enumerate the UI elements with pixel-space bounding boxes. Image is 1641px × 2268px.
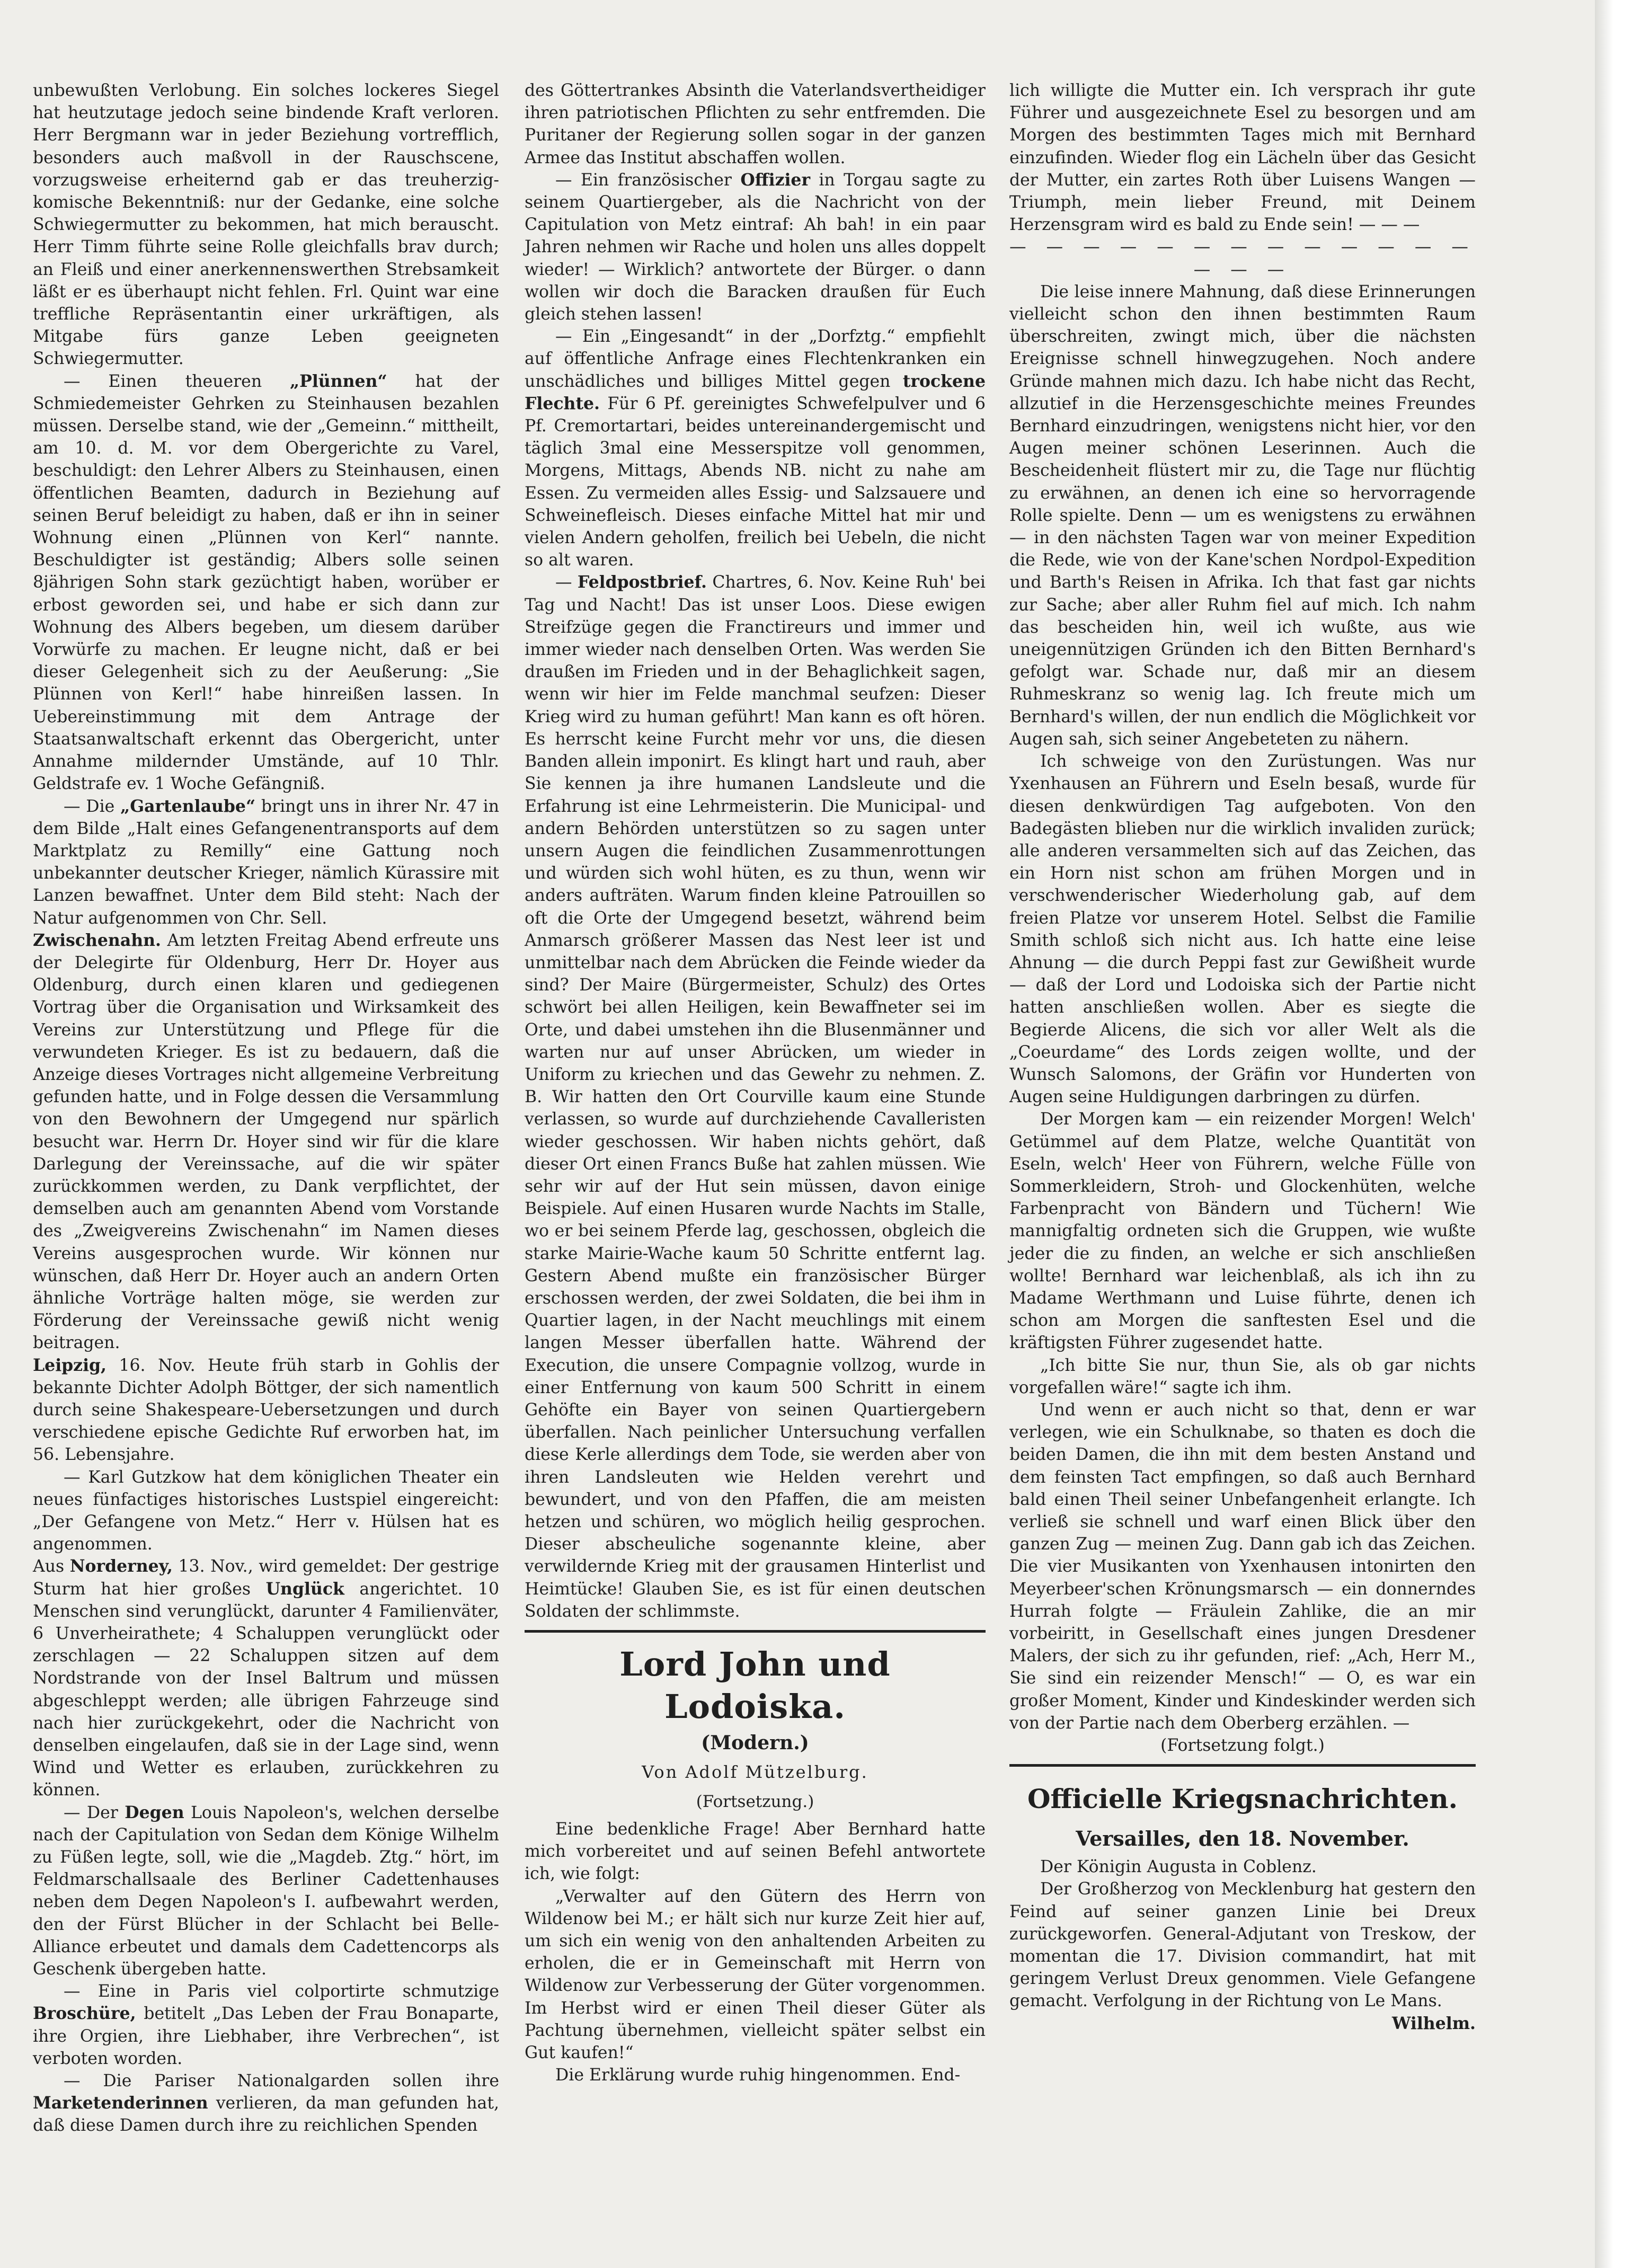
story-paragraph: Ich schweige von den Zurüstungen. Was nur Yxenhausen an Führern und Eseln besaß, wurde für diesen denkwürdigen Tag aufgeboten. Von den Badegästen blieben nur die wirklich invaliden zurück; alle anderen versammelten sich auf das Zeichen, das ein Horn nist schon am frühen Morgen und in verschwenderischer Wiederholung gab, auf dem freien Platze vor unserem Hotel. Selbst die Familie Smith schloß sich nicht aus. Ich hatte eine leise Ahnung — die durch Peppi fast zur Gewißheit wurde — daß der Lord und Lodoiska sich der Partie nicht hatten anschließen wollen. Aber es siegte die Begierde Alicens, die sich vor aller Welt als die „Coeurdame“ des Lords zeigen wollte, und der Wunsch Salomons, der Gräfin vor Hunderten von Augen seine Huldigungen darbringen zu dürfen. [1009,752,1476,1107]
story-paragraph: Eine bedenkliche Frage! Aber Bernhard hatte mich vorbereitet und auf seinen Befehl antwortete ich, wie folgt: [525,1820,986,1884]
story-to-be-continued: (Fortsetzung folgt.) [1160,1736,1325,1756]
article-norderney-keyword: Unglück [265,1579,344,1599]
article-gartenlaube-keyword: „Gartenlaube“ [120,796,256,816]
article-flechte-keyword: trockene Flechte. [525,371,986,413]
story-continuation-label: (Fortsetzung.) [696,1792,814,1812]
article-marketenderinnen-keyword: Marketenderinnen [33,2093,208,2113]
war-news-body: Der Großherzog von Mecklenburg hat gestern den Feind auf seiner ganzen Linie bei Dreux zurückgeworfen. General-Adjutant von Treskow, der momentan die 17. Division commandirt, hat mit geringem Verlust Dreux genommen. Viele Gefangene gemacht. Verfolgung in der Richtung von Le Mans. [1009,1880,1476,2011]
war-news-title: Officielle Kriegsnachrichten. [1027,1783,1458,1815]
article-gartenlaube: — Die „Gartenlaube“ bringt uns in ihrer Nr. 47 in dem Bilde „Halt eines Gefangenentransports auf dem Marktplatz zu Remilly“ eine Gattung noch unbekannter deutscher Krieger, nämlich Kürassire mit Lanzen bewaffnet. Unter dem Bild steht: Nach der Natur aufgenommen von Chr. Sell. [33,796,499,928]
article-pluennen: — Einen theueren „Plünnen“ hat der Schmiedemeister Gehrken zu Steinhausen bezahlen müssen. Derselbe stand, wie der „Gemeinn.“ mittheilt, am 10. d. M. vor dem Obergerichte zu Varel, beschuldigt: den Lehrer Albers zu Steinhausen, einen öffentlichen Beamten, dadurch in Beziehung auf seinen Beruf beleidigt zu haben, daß er ihn in seiner Wohnung einen „Plünnen von Kerl“ nannte. Beschuldigter ist geständig; Albers solle seinen 8jährigen Sohn stark gezüchtigt haben, worüber er erbost geworden sei, und habe er sich dann zur Wohnung des Albers begeben, um diesem darüber Vorwürfe zu machen. Er leugne nicht, daß er bei dieser Gelegenheit sich zu der Aeußerung: „Sie Plünnen von Kerl!“ habe hinreißen lassen. In Uebereinstimmung mit dem Antrage der Staatsanwaltschaft erkennt das Obergericht, unter Annahme mildernder Umstände, auf 10 Thlr. Geldstrafe ev. 1 Woche Gefängniß. [33,371,499,794]
article-theater-review: unbewußten Verlobung. Ein solches lockeres Siegel hat heutzutage jedoch seine bindende Kraft verloren. Herr Bergmann war in jeder Beziehung vortrefflich, besonders auch maßvoll in der Rauschscene, vorzugsweise erheiternd gab er das treuherzig-komische Bekenntniß: nur der Gedanke, eine solche Schwiegermutter zu bekommen, hat mich berauscht. Herr Timm führte seine Rolle gleichfalls brav durch; an Fleiß und einer anerkennenswerthen Strebsamkeit läßt er es überhaupt nicht fehlen. Frl. Quint war eine treffliche Repräsentantin einer urkräftigen, als Mitgabe fürs ganze Leben geeigneten Schwiegermutter. [33,81,499,369]
story-subtitle: (Modern.) [701,1732,809,1755]
column-middle [525,79,986,2086]
article-feldpostbrief-keyword: Feldpostbrief. [577,572,707,592]
dash-separator: — — — — — — — — — — — — — — — — [1009,237,1476,279]
column-left [33,79,499,2137]
article-zwischenahn-dateline: Zwischenahn. [33,930,162,950]
article-norderney-dateline: Norderney, [69,1556,173,1576]
article-broschuere-keyword: Broschüre, [33,2004,136,2024]
article-feldpostbrief: — Feldpostbrief. Chartres, 6. Nov. Keine Ruh' bei Tag und Nacht! Das ist unser Loos. Diese ewigen Streifzüge gegen die Franctireurs und immer und immer wieder nach denselben Orten. Was werden Sie draußen im Frieden und in der Behaglichkeit sagen, wenn wir hier im Felde manchmal seufzen: Dieser Krieg wird zu human geführt! Man kann es oft hören. Es herrscht keine Furcht mehr vor uns, die diesen Banden allein imponirt. Es klingt hart und rauh, aber Sie kennen ja ihre humanen Landsleute und die Erfahrung ist eine Lehrmeisterin. Die Municipal- und andern Behörden unterstützen so zu sagen unter unsern Augen die feindlichen Zusammenrottungen und würden sich wohl hüten, es zu thun, wenn wir anders aufträten. Warum finden kleine Patrouillen so oft die Orte der Umgegend besetzt, während beim Anmarsch größerer Massen das Nest leer ist und unmittelbar nach dem Abrücken die Feinde wieder da sind? Der Maire (Bürgermeister, Schulz) des Ortes schwört bei allen Heiligen, kein Bewaffneter sei im Orte, und dabei umstehen ihn die Blusenmänner und warten nur auf unser Abrücken, um wieder in Uniform zu kriechen und das Gewehr zu nehmen. Z. B. Wir hatten den Ort Courville kaum eine Stunde verlassen, so wurde auf durchziehende Cavalleristen wieder geschossen. Wir haben nichts gehört, daß dieser Ort einen Francs Buße hat zahlen müssen. Wie sehr wir auf der Hut sein müssen, davon einige Beispiele. Auf einen Husaren wurde Nachts im Stalle, wo er bei seinem Pferde lag, geschossen, obgleich die starke Mairie-Wache kaum 50 Schritte entfernt lag. Gestern Abend mußte ein französischer Bürger erschossen werden, der zwei Soldaten, die bei ihm in Quartier lagen, in der Nacht meuchlings mit einem langen Messer überfallen hatte. Während der Execution, die unsere Compagnie vollzog, wurde in einer Entfernung von kaum 500 Schritt in einem Gehöfte ein Bayer von seinen Quartiergebern überfallen. Nach peinlicher Untersuchung verfallen diese Kerle allerdings dem Tode, sie werden aber von ihren Landsleuten wie Helden verehrt und bewundert, und von den Pfaffen, die am meisten hetzen und schüren, wo möglich heilig gesprochen. Dieser abscheuliche sogenannte kleine, aber verwildernde Krieg mit der grausamen Hinterlist und Heimtücke! Glauben Sie, es ist für einen deutschen Soldaten der schlimmste. [525,572,986,1621]
section-divider [525,1630,986,1633]
story-paragraph: Die leise innere Mahnung, daß diese Erinnerungen vielleicht schon den ihnen bestimmten Raum überschreiten, zwingt mich, über die nächsten Ereignisse schnell hinwegzugehen. Noch andere Gründe mahnen mich dazu. Ich habe nicht das Recht, allzutief in die Herzensgeschichte meines Freundes Bernhard einzudringen, wenigstens nicht hier, vor den Augen meiner schönen Leserinnen. Auch die Bescheidenheit flüstert mir zu, die Tage nur flüchtig zu erwähnen, an denen ich eine so hervorragende Rolle spielte. Denn — um es wenigstens zu erwähnen — in den nächsten Tagen war von meiner Expedition die Rede, wie von der Kane'schen Nordpol-Expedition und Barth's Reisen in Afrika. Ich that fast gar nichts zur Sache; aber aller Ruhm fiel auf mich. Ich nahm das bescheiden hin, weil ich wußte, aus wie uneigennützigen Gründen ich den Bitten Bernhard's gefolgt war. Schade nur, daß mir an diesem Ruhmeskranz so wenig lag. Ich freute mich um Bernhard's willen, der nun endlich die Möglichkeit vor Augen sah, sich seiner Angebeteten zu nähern. [1009,282,1476,749]
page-edge [1595,0,1641,2268]
story-title: Lord John und Lodoiska. [619,1645,891,1726]
article-degen-keyword: Degen [125,1802,184,1822]
story-author: Von Adolf Mützelburg. [642,1762,868,1783]
article-broschuere: — Eine in Paris viel colportirte schmutzige Broschüre, betitelt „Das Leben der Frau Bonaparte, ihre Orgien, ihre Liebhaber, ihre Verbrechen“, ist verboten worden. [33,1982,499,2068]
war-news-signature: Wilhelm. [1392,2013,1476,2033]
war-news-addressee: Der Königin Augusta in Coblenz. [1040,1857,1317,1877]
article-gutzkow: — Karl Gutzkow hat dem königlichen Theater ein neues fünfactiges historisches Lustspiel eingereicht: „Der Gefangene von Metz.“ Herr v. Hülsen hat es angenommen. [33,1467,499,1554]
article-pluennen-keyword: „Plünnen“ [290,371,387,391]
article-flechte: — Ein „Eingesandt“ in der „Dorfztg.“ empfiehlt auf öffentliche Anfrage eines Flechtenkranken ein unschädliches und billiges Mittel gegen trockene Flechte. Für 6 Pf. gereinigtes Schwefelpulver und 6 Pf. Cremortartari, beides untereinandergemischt und täglich 3mal eine Messerspitze voll genommen, Morgens, Mittags, Abends NB. nicht zu nahe am Essen. Zu vermeiden alles Essig- und Salzsauere und Schweinefleisch. Dieses einfache Mittel hat mir und vielen Andern geholfen, freilich bei Uebeln, die nicht so alt waren. [525,327,986,570]
column-right [1009,79,1476,2035]
story-paragraph: lich willigte die Mutter ein. Ich versprach ihr gute Führer und ausgezeichnete Esel zu besorgen und am Morgen des bestimmten Tages mich mit Bernhard einzufinden. Wieder flog ein Lächeln über das Gesicht der Mutter, ein zartes Roth über Luisens Wangen — Triumph, mein lieber Freund, mit Deinem Herzensgram wird es bald zu Ende sein! — — — [1009,81,1476,235]
article-offizier: — Ein französischer Offizier in Torgau sagte zu seinem Quartiergeber, als die Nachricht von der Capitulation von Metz eintraf: Ah bah! in ein paar Jahren nehmen wir Rache und holen uns alles doppelt wieder! — Wirklich? antwortete der Bürger. o dann wollen wir doch die Baracken draußen für Euch gleich stehen lassen! [525,170,986,324]
story-paragraph: „Ich bitte Sie nur, thun Sie, als ob gar nichts vorgefallen wäre!“ sagte ich ihm. [1009,1356,1476,1397]
article-leipzig-dateline: Leipzig, [33,1355,107,1375]
article-leipzig: Leipzig, 16. Nov. Heute früh starb in Gohlis der bekannte Dichter Adolph Böttger, der sich namentlich durch seine Shakespeare-Uebersetzungen und durch verschiedene epische Gedichte Ruf erworben hat, im 56. Lebensjahre. [33,1355,499,1465]
article-degen: — Der Degen Louis Napoleon's, welchen derselbe nach der Capitulation von Sedan dem Könige Wilhelm zu Füßen legte, soll, wie die „Magdeb. Ztg.“ hört, im Feldmarschallsaale des Berliner Cadettenhauses neben dem Degen Napoleon's I. aufbewahrt werden, den der Fürst Blücher in der Schlacht bei Belle-Alliance erbeutet und damals dem Cadettencorps als Geschenk übergeben hatte. [33,1802,500,1979]
article-marketenderinnen: — Die Pariser Nationalgarden sollen ihre Marketenderinnen verlieren, da man gefunden hat, daß diese Damen durch ihre zu reichlichen Spenden [33,2071,499,2136]
story-paragraph: Der Morgen kam — ein reizender Morgen! Welch' Getümmel auf dem Platze, welche Quantität von Eseln, welch' Heer von Führern, welche Fülle von Sommerkleidern, Stroh- und Glockenhüten, welche Farbenpracht von Bändern und Tüchern! Wie mannigfaltig ordneten sich die Gruppen, wie wußte jeder die zu finden, an welche er sich anschließen wollte! Bernhard war leichenblaß, als ich ihn zu Madame Werthmann und Luise führte, denen ich schon am Morgen die sanftesten Esel und die kräftigsten Führer zugesendet hatte. [1009,1110,1476,1353]
article-norderney: Aus Norderney, 13. Nov., wird gemeldet: Der gestrige Sturm hat hier großes Unglück angerichtet. 10 Menschen sind verunglückt, darunter 4 Familienväter, 6 Unverheirathete; 4 Schaluppen verunglückt oder zerschlagen — 22 Schaluppen sitzen auf dem Nordstrande von der Insel Baltrum und müssen abgeschleppt werden; alle übrigen Fahrzeuge sind nach hier zurückgekehrt, oder die Nachricht von denselben eingelaufen, daß sie in der Lage sind, wenn Wind und Wetter es erlauben, zurückkehren zu können. [33,1556,499,1800]
article-offizier-keyword: Offizier [740,170,811,190]
article-zwischenahn: Zwischenahn. Am letzten Freitag Abend erfreute uns der Delegirte für Oldenburg, Herr Dr. Hoyer aus Oldenburg, durch einen klaren und gediegenen Vortrag über die Organisation und Wirksamkeit des Vereins zur Unterstützung und Pflege für die verwundeten Krieger. Es ist zu bedauern, daß die Anzeige dieses Vortrages nicht allgemeine Verbreitung gefunden hatte, und in Folge dessen die Versammlung von den Bewohnern der Umgegend nur spärlich besucht war. Herrn Dr. Hoyer sind wir für die klare Darlegung der Vereinssache, auf die wir später zurückkommen werden, zu Dank verpflichtet, der demselben auch am genannten Abend vom Vorstande des „Zweigvereins Zwischenahn“ im Namen dieses Vereins ausgesprochen wurde. Wir können nur wünschen, daß Herr Dr. Hoyer auch an andern Orten ähnliche Vorträge halten möge, sie werden zur Förderung der Vereinssache gewiß nicht wenig beitragen. [33,930,499,1353]
story-paragraph: Die Erklärung wurde ruhig hingenommen. End- [555,2066,961,2085]
article-absinth-continued: des Göttertrankes Absinth die Vaterlandsvertheidiger ihren patriotischen Pflichten zu sehr entfremden. Die Puritaner der Regierung sollen sogar in der ganzen Armee das Institut abschaffen wollen. [525,81,986,167]
section-divider [1009,1764,1476,1767]
story-paragraph: Und wenn er auch nicht so that, denn er war verlegen, wie ein Schulknabe, so thaten es doch die beiden Damen, die ihn mit dem besten Anstand und dem feinsten Tact empfingen, so daß auch Bernhard bald einen Theil seiner Unbefangenheit erlangte. Ich verließ sie schnell und warf einen Blick über den ganzen Zug — meinen Zug. Dann gab ich das Zeichen. Die vier Musikanten von Yxenhausen intonirten den Meyerbeer'schen Krönungsmarsch — ein donnerndes Hurrah folgte — Fräulein Zahlike, die an mir vorbeiritt, in Gesellschaft eines jungen Dresdener Malers, der sich zu ihr gefunden, rief: „Ach, Herr M., Sie sind ein reizender Mensch!“ — O, es war ein großer Moment, Kinder und Kindeskinder werden sich von der Partie nach dem Oberberg erzählen. — [1009,1400,1476,1733]
story-paragraph: „Verwalter auf den Gütern des Herrn von Wildenow bei M.; er hält sich nur kurze Zeit hier auf, um sich ein wenig von den anhaltenden Arbeiten zu erholen, die er in Gemeinschaft mit Herrn von Wildenow zur Verbesserung der Güter vorgenommen. Im Herbst wird er einen Theil dieser Güter als Pachtung übernehmen, vielleicht später selbst ein Gut kaufen!“ [525,1886,986,2063]
war-news-dateline: Versailles, den 18. November. [1076,1827,1409,1851]
